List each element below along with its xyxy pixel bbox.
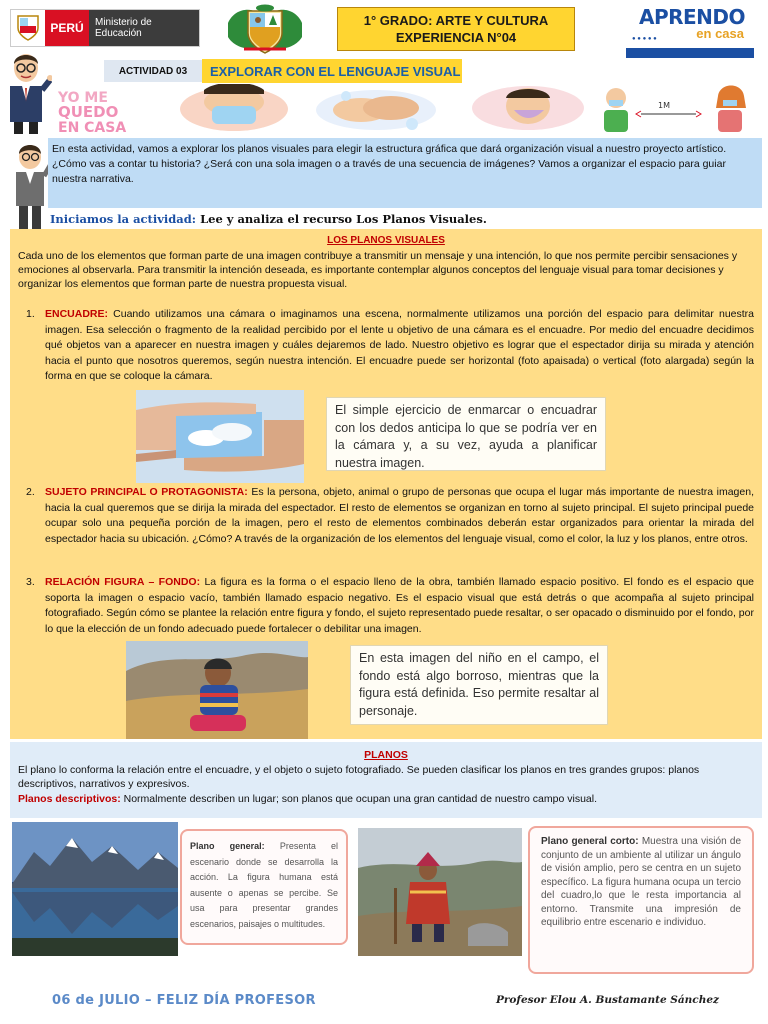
list-item-encuadre (26, 307, 754, 385)
plano-general-card (180, 829, 348, 945)
list-item-sujeto (26, 485, 754, 547)
brand-dots-icon: ● ● ● ● ● (632, 36, 657, 42)
planos-visuales-section (10, 229, 762, 739)
distance-label: 1M (658, 101, 670, 110)
planos-descriptivos-term: Planos descriptivos: (18, 792, 121, 805)
andean-man-image (358, 828, 522, 956)
grade-box (337, 7, 575, 51)
section-title: LOS PLANOS VISUALES (327, 235, 445, 246)
item-term: RELACIÓN FIGURA – FONDO: (45, 576, 201, 588)
footer-date: 06 de JULIO – FELIZ DÍA PROFESOR (52, 993, 316, 1008)
intro-line1: En esta actividad, vamos a explorar los planos visuales para elegir la estructura gráfica que dará organización visual a nuestro proyecto artístico. (52, 143, 727, 155)
banner-text-line1: YO ME (58, 90, 108, 106)
hands-framing-image (136, 390, 304, 483)
card1-term: Plano general: (190, 841, 265, 851)
item-text: Es la persona, objeto, animal o grupo de personas que ocupa el lugar más importante de nuestra imagen, hacia la cual queremos que se dirija la mirada del espectador. El resto de elementos se organizan en torno al sujeto principal. El sujeto principal puede ocupar solo una pequeña porción de la imagen, pero el resto de elementos combinados deberán estar organizados para orientar la mirada del espectador hacia su ubicación. ¿Cómo? A través de la organización de los elementos del lenguaje visual, como el color, la luz y los planos, entre otros. (45, 486, 754, 545)
activity-title: EXPLORAR CON EL LENGUAJE VISUAL (202, 59, 462, 83)
item-text: Cuando utilizamos una cámara o imaginamos una escena, normalmente utilizamos una porción del espacio para delimitar nuestra imagen. Esa selección o fragmento de la realidad percibido por el lente u objetivo de una cámara es el encuadre. Por medio del encuadre decidimos qué objetos van a aparecer en nuestra imagen y cuáles dejaremos de lado. Nuestro objetivo es lograr que el espectador dirija su mirada y atención hacia el punto que nosotros queremos, según nuestra intención. El encuadre puede ser horizontal (foto apaisada) o vertical (foto alargada) según la forma en que se coloque la cámara. (45, 308, 755, 382)
ministry-label: Ministerio de Educación (89, 10, 199, 46)
item-number: 3. (26, 576, 35, 588)
section-intro: Cada uno de los elementos que forman parte de una imagen contribuye a transmitir un mensaje y una intención, lo que nos permite percibir sensaciones y emociones al observarla. Para transmitir la intención deseada, es importante contemplar algunos conceptos del lenguaje visual para tomar decisiones y organizar los elementos que forman parte de nuestra propuesta visual. (18, 250, 738, 291)
brand-main: APRENDO (638, 5, 746, 29)
item-term: ENCUADRE: (45, 308, 108, 320)
item-text: La figura es la forma o el espacio lleno de la obra, también llamado espacio positivo. El fondo es el espacio que soporta la imagen o espacio vacío, también llamado espacio negativo. Es el espacio visual que está detrás o que acompaña al sujeto principal fotografiado. Según cómo se plantee la relación entre figura y fondo, el sujeto representado puede resaltar, o ser opacado o disminuido por el fondo, por lo que la elección de un fondo adecuado puede fortalecer o debilitar una imagen. (45, 576, 755, 635)
item-term: SUJETO PRINCIPAL O PROTAGONISTA: (45, 486, 248, 498)
item-number: 2. (26, 486, 35, 498)
banner-text-line3: EN CASA (58, 120, 127, 134)
washing-hands-icon (316, 90, 436, 130)
encuadre-caption: El simple ejercicio de enmarcar o encuadrar con los dedos anticipa lo que se podría ver en la cámara y, a su vez, ayuda a planificar nuestra imagen. (326, 397, 606, 471)
brand-bar (626, 48, 754, 58)
banner-text-line2: QUEDO (58, 103, 119, 121)
mask-face-icon (180, 84, 288, 131)
iniciamos-heading (50, 212, 760, 230)
stay-home-banner (56, 84, 762, 134)
planos-descriptivos-text: Normalmente describen un lugar; son planos que ocupan una gran cantidad de nuestro campo visual. (123, 792, 598, 805)
list-item-figura-fondo (26, 575, 754, 637)
intro-box (48, 138, 762, 208)
iniciamos-lead: Iniciamos la actividad: (50, 212, 197, 226)
peru-shield-icon (11, 10, 45, 46)
footer-teacher: Profesor Elou A. Bustamante Sánchez (496, 994, 719, 1006)
planos-section (10, 742, 762, 818)
intro-line2: ¿Cómo vas a contar tu historia? ¿Será con una sola imagen o a través de una secuencia de imágenes? Vamos a organizar el espacio para guiar nuestra narrativa. (52, 158, 726, 185)
brand-sub: en casa (696, 26, 744, 41)
grade-line1: 1° GRADO: ARTE Y CULTURA (363, 13, 549, 28)
planos-text: El plano lo conforma la relación entre el encuadre, y el objeto o sujeto fotografiado. Se pueden clasificar los planos en tres grandes grupos: planos descriptivos, narrativos y expresivos. (18, 763, 700, 790)
coat-of-arms-icon (218, 3, 312, 55)
figura-fondo-caption: En esta imagen del niño en el campo, el fondo está algo borroso, mientras que la figura está definida. Eso permite resaltar al personaje. (350, 645, 608, 725)
item-number: 1. (26, 308, 35, 320)
social-distance-icon (604, 86, 746, 133)
activity-label: ACTIVIDAD 03 (104, 60, 202, 82)
card2-term: Plano general corto: (541, 836, 639, 847)
minedu-logo (10, 9, 200, 47)
mountain-lake-image (12, 822, 178, 956)
peru-label: PERÚ (45, 10, 89, 46)
boy-in-field-image (126, 641, 308, 739)
iniciamos-rest: Lee y analiza el recurso Los Planos Visuales. (200, 212, 487, 226)
teacher-cartoon-icon (4, 50, 52, 135)
plano-general-corto-card (528, 826, 754, 974)
planos-title: PLANOS (364, 749, 408, 761)
aprendo-en-casa-logo (626, 6, 758, 58)
grade-line2: EXPERIENCIA N°04 (395, 30, 517, 45)
sneezing-person-icon (472, 86, 584, 130)
card1-text: Presenta el escenario donde se desarrolla la acción. La figura humana está ausente o apenas se percibe. Se usa para presentar grandes escenarios, paisajes o multitudes. (190, 841, 339, 929)
card2-text: Muestra una visión de conjunto de un ambiente al utilizar un ángulo de visión amplio, pero se centra en un sujeto específico. La figura humana ocupa un tercio del cuadro,lo que le resta importancia al entorno. Transmite una impresión de equilibrio entre escenario e individuo. (541, 836, 742, 928)
